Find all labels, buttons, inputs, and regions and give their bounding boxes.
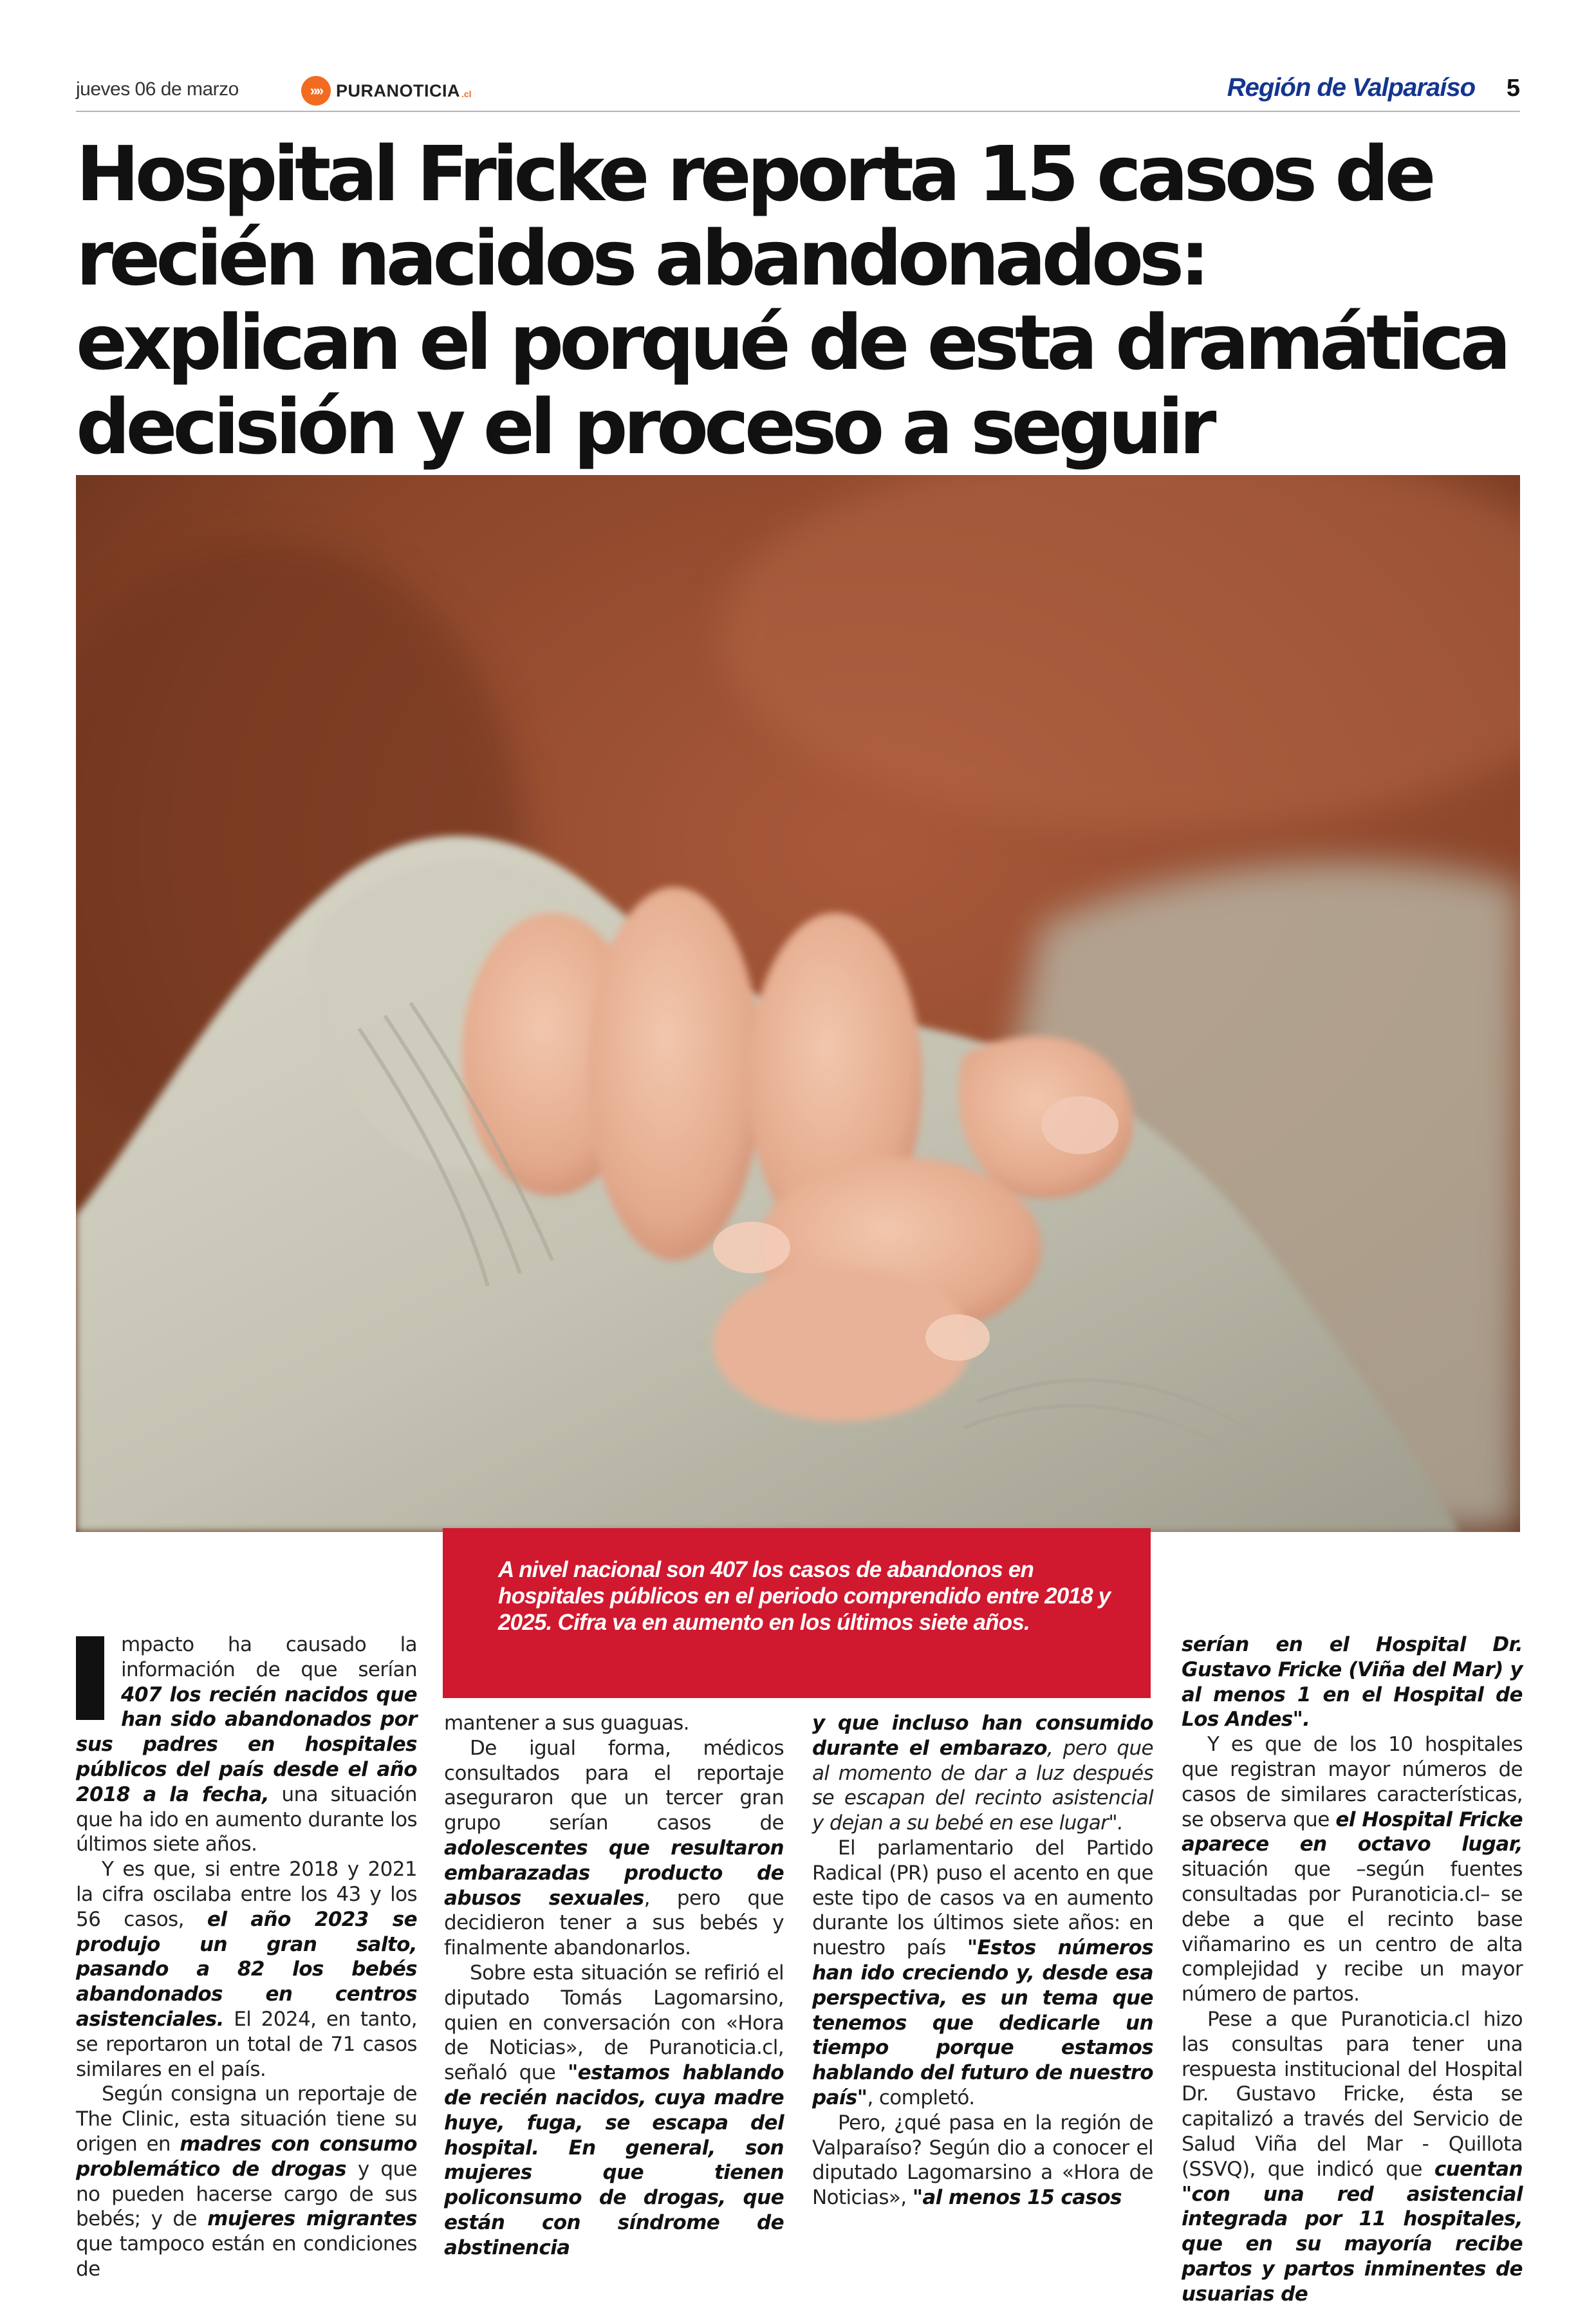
issue-date: jueves 06 de marzo [76,79,239,100]
photo-caption: A nivel nacional son 407 los casos de abandonos en hospitales públicos en el periodo comprendido entre 2018 y 2025. Cifra va en aumento en los últimos siete años. [498,1557,1111,1635]
paragraph: y que incluso han consumido durante el embarazo, pero que al momento de dar a luz después se escapan del recinto asistencial y dejan a su bebé en ese lugar". [812,1712,1153,1835]
paragraph: Y es que de los 10 hospitales que registran mayor números de casos de similares características, se observa que el Hospital Fricke aparece en octavo lugar, situación que –según fuentes consultadas por Puranoticia.cl– se debe a que el recinto base viñamarino es un centro de alta complejidad y recibe un mayor número de partos. [1182,1733,1523,2006]
drop-cap [76,1636,104,1720]
photo-illustration [76,475,1520,1532]
paragraph: Y es que, si entre 2018 y 2021 la cifra oscilaba entre los 43 y los 56 casos, el año 2023 se produjo un gran salto, pasando a 82 los bebés abandonados en centros asistenciales. El 2024, en tanto, se reportaron un total de 71 casos similares en el país. [76,1858,417,2081]
section-title: Región de Valparaíso [1227,73,1475,102]
photo-caption-box [443,1528,1151,1698]
paragraph: Sobre esta situación se refirió el diputado Tomás Lagomarsino, quien en conversación con «Hora de Noticias», de Puranoticia.cl, señaló que "estamos hablando de recién nacidos, cuya madre huye, fuga, se escapa del hospital. En general, son mujeres que tienen policonsumo de drogas, que están con síndrome de abstinencia [444,1961,784,2259]
page-header [76,72,1520,116]
article-column-4 [1182,1632,1523,2307]
paragraph: El parlamentario del Partido Radical (PR) puso el acento en que este tipo de casos va en aumento durante los últimos siete años: en nuestro país "Estos números han ido creciendo y, desde esa perspectiva, es un tema que tenemos que dedicarle un tiempo porque estamos hablando del futuro de nuestro país", completó. [812,1836,1153,2109]
paragraph: serían en el Hospital Dr. Gustavo Fricke (Viña del Mar) y al menos 1 en el Hospital de Los Andes". [1182,1633,1523,1732]
logo-wordmark: PURANOTICIA [336,80,460,100]
paragraph: De igual forma, médicos consultados para el reportaje aseguraron que un tercer gran grupo serían casos de adolescentes que resultaron embarazadas producto de abusos sexuales, pero que decidieron tener a sus bebés y finalmente abandonarlos. [444,1736,784,1960]
article-column-2 [444,1711,784,2261]
article-column-1 [76,1632,417,2282]
paragraph: mpacto ha causado la información de que serían 407 los recién nacidos que han sido abandonados por sus padres en hospitales públicos del país desde el año 2018 a la fecha, una situación que ha ido en aumento durante los últimos siete años. [76,1633,417,1856]
article-headline: Hospital Fricke reporta 15 casos de recién nacidos abandonados: explican el porqué de esta dramática decisión y el proceso a seguir [76,129,1507,471]
paragraph: Según consigna un reportaje de The Clinic, esta situación tiene su origen en madres con consumo problemático de drogas y que no pueden hacerse cargo de sus bebés; y de mujeres migrantes que tampoco están en condiciones de [76,2082,417,2281]
header-divider [76,111,1520,112]
page-number: 5 [1506,75,1520,102]
logo-arrows-icon: »» [301,76,331,106]
paragraph: Pese a que Puranoticia.cl hizo las consultas para tener una respuesta institucional del Hospital Dr. Gustavo Fricke, ésta se capitalizó a través del Servicio de Salud Viña del Mar - Quillota (SSVQ), que indicó que cuentan "con una red asistencial integrada por 11 hospitales, que en su mayoría recibe partos y partos inminentes de usuarias de [1182,2007,1523,2306]
article-column-3 [812,1711,1153,2210]
logo-suffix: .cl [461,89,472,99]
paragraph: Pero, ¿qué pasa en la región de Valparaíso? Según dio a conocer el diputado Lagomarsino a «Hora de Noticias», "al menos 15 casos [812,2111,1153,2210]
puranoticia-logo [301,75,472,107]
paragraph: mantener a sus guaguas. [444,1712,689,1735]
baby-hand-photo [76,475,1520,1532]
